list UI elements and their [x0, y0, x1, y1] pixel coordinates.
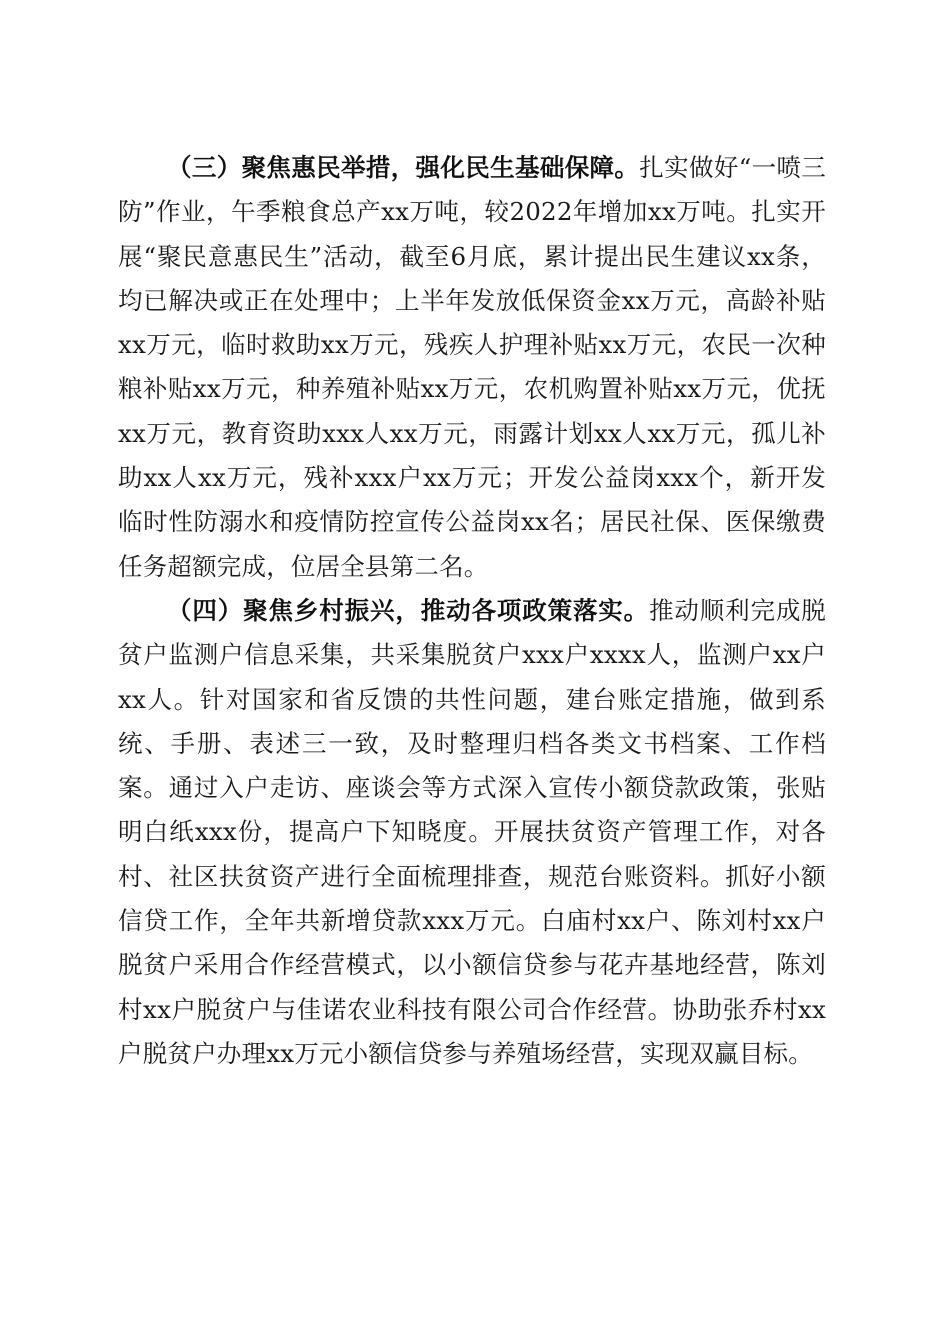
paragraph-rural-revitalization: [118, 589, 826, 1076]
paragraph-livelihood: [118, 146, 826, 589]
section-text-rural-revitalization: 推动顺利完成脱贫户监测户信息采集，共采集脱贫户xxx户xxxx人，监测户xx户xx人。针对国家和省反馈的共性问题，建台账定措施，做到系统、手册、表述三一致，及时整理归档各类文书档案、工作档案。通过入户走访、座谈会等方式深入宣传小额贷款政策，张贴明白纸xxx份，提高户下知晓度。开展扶贫资产管理工作，对各村、社区扶贫资产进行全面梳理排查，规范台账资料。抓好小额信贷工作，全年共新增贷款xxx万元。白庙村xx户、陈刘村xx户脱贫户采用合作经营模式，以小额信贷参与花卉基地经营，陈刘村xx户脱贫户与佳诺农业科技有限公司合作经营。协助张乔村xx户脱贫户办理xx万元小额信贷参与养殖场经营，实现双赢目标。: [118, 595, 826, 1068]
section-text-livelihood: 扎实做好“一喷三防”作业，午季粮食总产xx万吨，较2022年增加xx万吨。扎实开展“聚民意惠民生”活动，截至6月底，累计提出民生建议xx条，均已解决或正在处理中；上半年发放低保资金xx万元，高龄补贴xx万元，临时救助xx万元，残疾人护理补贴xx万元，农民一次种粮补贴xx万元，种养殖补贴xx万元，农机购置补贴xx万元，优抚xx万元，教育资助xxx人xx万元，雨露计划xx人xx万元，孤儿补助xx人xx万元，残补xxx户xx万元；开发公益岗xxx个，新开发临时性防溺水和疫情防控宣传公益岗xx名；居民社保、医保缴费任务超额完成，位居全县第二名。: [118, 153, 826, 581]
document-body: [118, 146, 826, 1076]
section-heading-rural-revitalization: （四）聚焦乡村振兴，推动各项政策落实。: [167, 595, 650, 625]
section-heading-livelihood: （三）聚焦惠民举措，强化民生基础保障。: [167, 153, 640, 182]
